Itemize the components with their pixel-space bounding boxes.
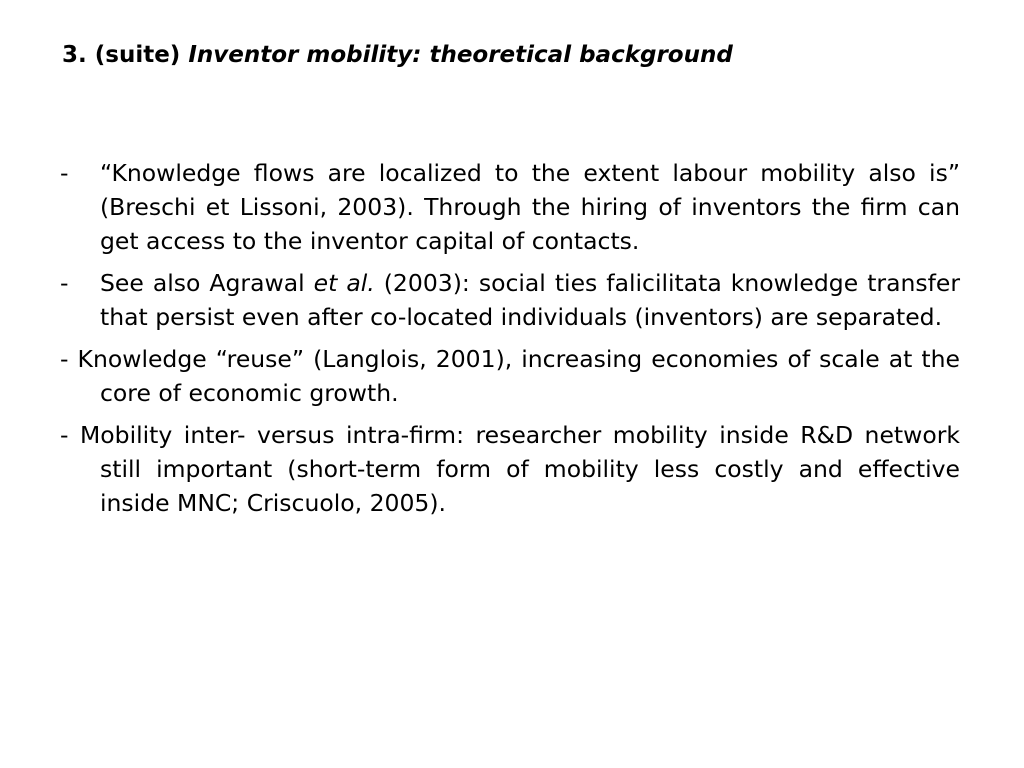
bullet-marker: - bbox=[60, 159, 69, 187]
bullet-list bbox=[60, 156, 960, 528]
bullet-item-mobility bbox=[60, 418, 960, 520]
bullet-text-before: See also Agrawal bbox=[100, 269, 314, 297]
slide-title bbox=[62, 38, 962, 72]
bullet-text: Knowledge “reuse” (Langlois, 2001), increasing economies of scale at the core of economic growth. bbox=[77, 345, 960, 407]
bullet-text-italic: et al. bbox=[313, 269, 375, 297]
bullet-item-knowledge-reuse bbox=[60, 342, 960, 410]
bullet-text: Mobility inter- versus intra-firm: researcher mobility inside R&D network still important (short-term form of mobility less costly and effective inside MNC; Criscuolo, 2005). bbox=[80, 421, 960, 517]
bullet-text-after: (2003): social ties falicilitata knowledge transfer that persist even after co-located individuals (inventors) are separated. bbox=[100, 269, 960, 331]
bullet-marker: - bbox=[60, 269, 69, 297]
title-italic: Inventor mobility: theoretical background bbox=[188, 42, 733, 68]
title-prefix: 3. (suite) bbox=[62, 42, 189, 68]
bullet-marker: - bbox=[60, 345, 69, 373]
bullet-text: “Knowledge flows are localized to the extent labour mobility also is” (Breschi et Lissoni, 2003). Through the hiring of inventors the firm can get access to the inventor capital of contacts. bbox=[100, 159, 960, 255]
bullet-marker: - bbox=[60, 421, 69, 449]
bullet-item-knowledge-flows bbox=[60, 156, 960, 258]
bullet-item-agrawal bbox=[60, 266, 960, 334]
